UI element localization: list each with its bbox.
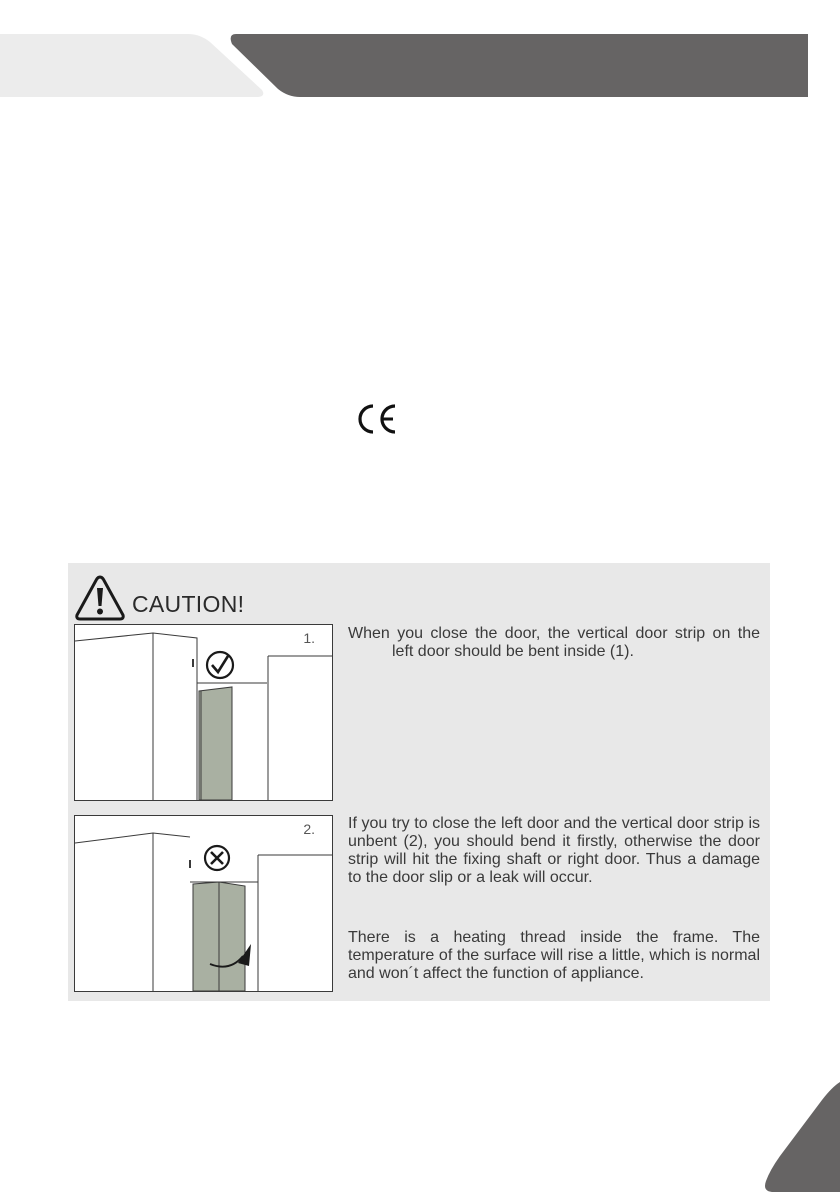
cross-circle-icon	[205, 846, 229, 870]
page-corner-tab	[760, 1082, 840, 1192]
warning-triangle-icon	[73, 573, 127, 623]
header-banner	[0, 0, 840, 110]
ce-mark-icon	[355, 403, 400, 435]
caution-title: CAUTION!	[132, 591, 245, 617]
caution-text-1-end: left door should be bent inside (1).	[392, 643, 634, 660]
header-tab-light	[0, 34, 263, 97]
caution-text-2: If you try to close the left door and the vertical door strip is unbent (2), you should bend it firstly, otherwise the door strip will hit the fixing shaft or right door. Thus a damage to the door slip or a leak will occur.	[348, 815, 760, 886]
illustration-correct	[74, 624, 333, 801]
door-strip	[199, 687, 232, 800]
illustration-incorrect	[74, 815, 333, 992]
panel-number-2: 2.	[303, 821, 315, 837]
caution-text-1	[348, 625, 760, 661]
panel-number-1: 1.	[303, 630, 315, 646]
checkmark-circle-icon	[207, 652, 233, 678]
caution-text-3: There is a heating thread inside the frame. The temperature of the surface will rise a little, which is normal and won´t affect the function of appliance.	[348, 929, 760, 982]
caution-box	[68, 563, 770, 1001]
caution-text-1-start: When you close the door, the vertical door strip on the	[348, 625, 760, 642]
header-tab-dark	[231, 34, 808, 97]
